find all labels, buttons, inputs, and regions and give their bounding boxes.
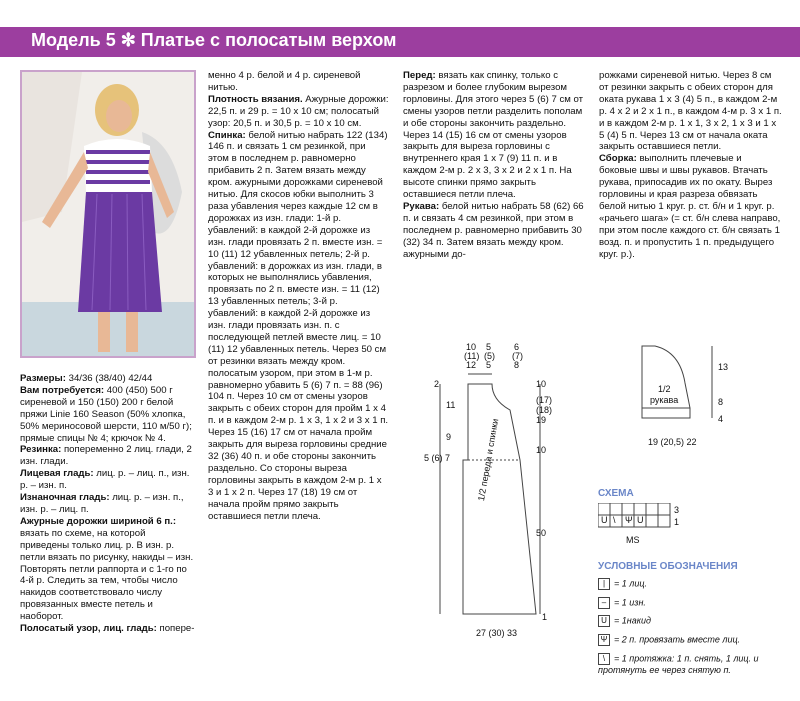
width-6: 6 — [514, 342, 520, 352]
width-5: 5 — [486, 342, 492, 352]
schema-title: СХЕМА — [598, 488, 634, 499]
body-pattern-diagram — [420, 340, 570, 640]
lace-text: вязать по схеме, на которой приведены только лиц. р. В изн. р. петли вязать по рисунку, накиды – изн. Повторять петли раппорта и с 1-го по 4-й р. Следить за тем, чтобы число накидов соответствовало числу провязанных вместе петель и наоборот. — [20, 527, 194, 623]
column-4 — [599, 70, 782, 261]
width-5c: 5 — [486, 360, 492, 370]
sleeve-right-8: 8 — [718, 397, 724, 407]
schema-cell-4: U — [637, 515, 644, 525]
width-7: (7) — [512, 351, 523, 361]
width-10: 10 — [466, 342, 477, 352]
left-11: 11 — [446, 400, 456, 410]
sizes-text: 34/36 (38/40) 42/44 — [65, 373, 153, 384]
legend-item-k2tog: Ψ = 2 п. провязать вместе лиц. — [598, 634, 740, 646]
schema-row-3: 3 — [674, 505, 680, 515]
column-1 — [20, 373, 196, 635]
skp-symbol-icon: \ — [598, 653, 610, 665]
right-50: 50 — [536, 528, 547, 538]
left-2: 2 — [434, 379, 440, 389]
reverse-text: лиц. р. – изн. п., изн. р. – лиц. п. — [20, 492, 184, 515]
right-19: 19 — [536, 415, 547, 425]
legend-item-purl: – = 1 изн. — [598, 597, 646, 609]
right-18: (18) — [536, 405, 553, 415]
width-12: 12 — [466, 360, 477, 370]
gauge-label: Плотность вязания. — [208, 93, 303, 105]
materials-label: Вам потребуется: — [20, 384, 105, 396]
sleeve-label-1: 1/2 — [658, 384, 671, 394]
body-piece-label: 1/2 переда и спинки — [476, 417, 501, 502]
stripe-cont-text: менно 4 р. белой и 4 р. сиреневой нитью. — [208, 70, 361, 93]
yarn-over-symbol-icon: U — [598, 615, 610, 627]
reverse-label: Изнаночная гладь: — [20, 492, 110, 504]
right-10b: 10 — [536, 445, 547, 455]
back-label: Спинка: — [208, 129, 246, 141]
knit-symbol-icon: | — [598, 578, 610, 590]
stripe-label: Полосатый узор, лиц. гладь: — [20, 623, 157, 635]
left-9: 9 — [446, 432, 452, 442]
sleeve-label: Рукава: — [403, 200, 440, 212]
back-text: белой нитью набрать 122 (134) 146 п. и связать 1 см резинкой, при этом в последнем р. равномерно прибавить 2 п. Затем вязать между кром. ажурными дорожками сиреневой нитью. Для скосов юбки выполнить 3 раза убавления через каждые 12 см в дорожках из изн. глади: 1-й р. убавлений: в каждой 2-й дорожке из изн. глади провязать 2 п. вместе изн. = 10 (11) 12 убавленных петель; 2-й р. убавлений: в дорожках из изн. глади, в которых не выполнялись убавления, провязать по 2 п. вместе изн. = 11 (12) 13 убавленных петель; 3-й р. убавлений: в каждой 2-й дорожке из изн. глади провязать изн. п. с последующей петлей вместе лиц. = 10 (11) 12 убавленных петель. Через 50 см от резинки вязать между кром. полосатым узором, при этом в 1-м р. равномерно убавить 5 (6) 7 п. = 88 (96) 104 п. Через 10 см от смены узоров закрыть с обеих сторон для пройм 1 х 4 п. и в каждом 2-м р. 1 х 3, 1 х 2 и 3 х 1 п. Через 15 (16) 17 см от начала пройм закрыть для выреза горловины средние 32 (36) 40 п. и обе стороны закончить раздельно. Со стороны выреза горловины закрыть в каждом 2-м р. 1 х 3 и 1 х 2 п. Через 17 (18) 19 см от начала пройм прямо закрыть оставшиеся петли плеча. — [208, 129, 389, 522]
schema-row-1: 1 — [674, 517, 680, 527]
page-title: Модель 5 ✻ Платье с полосатым верхом — [31, 30, 397, 50]
front-label: Перед: — [403, 70, 436, 81]
legend-item-yarn-over: U = 1накид — [598, 615, 651, 627]
rib-label: Резинка: — [20, 444, 62, 456]
column-3 — [403, 70, 584, 261]
schema-cell-2: \ — [613, 515, 616, 525]
sleeve-cont-text: рожками сиреневой нитью. Через 8 см от резинки закрыть с обеих сторон для оката рукава 1 х 3 (4) 5 п., в каждом 2-м р. 4 х 2 и 2 х 1 п., в каждом 4-м р. 3 х 1 п. и в каждом 2-м р. 1 х 1, 3 х 2, 1 х 3 и 1 х 5 (4) 5 п. Через 13 см от начала оката закрыть оставшиеся петли. — [599, 70, 782, 153]
gauge-text: Ажурные дорожки: 22,5 п. и 29 р. = 10 х 10 см; полосатый узор: 20,5 п. и 30,5 р. = 10 х 10 см. — [208, 93, 389, 129]
sizes-label: Размеры: — [20, 373, 66, 384]
legend-title: УСЛОВНЫЕ ОБОЗНАЧЕНИЯ — [598, 561, 738, 572]
right-17: (17) — [536, 395, 553, 405]
schema-cell-3: Ψ — [625, 515, 633, 525]
dress-illustration — [22, 72, 194, 356]
legend-item-knit: | = 1 лиц. — [598, 578, 647, 590]
sleeve-bottom-width: 19 (20,5) 22 — [648, 437, 697, 447]
legend-item-skp: \ = 1 протяжка: 1 п. снять, 1 лиц. и протянуть ее через снятую п. — [598, 653, 759, 675]
right-10: 10 — [536, 379, 547, 389]
width-8: 8 — [514, 360, 520, 370]
sleeve-right-13: 13 — [718, 362, 729, 372]
model-photo — [20, 70, 196, 358]
purl-symbol-icon: – — [598, 597, 610, 609]
title-banner — [0, 27, 800, 57]
assembly-label: Сборка: — [599, 153, 637, 165]
k2tog-symbol-icon: Ψ — [598, 634, 610, 646]
left-5-6-7: 5 (6) 7 — [424, 453, 451, 463]
sleeve-text: белой нитью набрать 58 (62) 66 п. и связать 4 см резинкой, при этом в последнем р. равномерно прибавить 30 (32) 34 п. Затем вязать между кром. ажурными до- — [403, 200, 584, 260]
width-11: (11) — [464, 351, 480, 361]
rib-text: попеременно 2 лиц. глади, 2 изн. глади. — [20, 444, 192, 468]
bottom-width: 27 (30) 33 — [476, 628, 518, 638]
sleeve-pattern-diagram — [630, 338, 740, 438]
width-5b: (5) — [484, 351, 495, 361]
schema-cell-1: U — [601, 515, 608, 525]
materials-text: 400 (450) 500 г сиреневой и 150 (150) 200 г белой пряжи Linie 160 Season (50% хлопка, 50% мериносовой шерсти, 110 м/50 г); прямые спицы № 4; крючок № 4. — [20, 384, 192, 444]
schema-ms: MS — [626, 535, 640, 545]
front-text: вязать как спинку, только с разрезом и более глубоким вырезом горловины. Для этого через 5 (6) 7 см от смены узоров петли разделить пополам и обе стороны закончить раздельно. Через 14 (15) 16 см от смены узоров закрыть для выреза горловины с внутреннего края 1 х 7 (9) 11 п. и в каждом 2-м р. 2 х 3, 3 х 2 и 2 х 1 п. На высоте спинки прямо закрыть оставшиеся петли плеча. — [403, 70, 584, 201]
right-1: 1 — [542, 612, 548, 622]
lace-label: Ажурные дорожки шириной 6 п.: — [20, 515, 177, 527]
column-2 — [208, 70, 389, 522]
stockinette-label: Лицевая гладь: — [20, 468, 94, 480]
stockinette-text: лиц. р. – лиц. п., изн. р. – изн. п. — [20, 468, 190, 492]
stripe-text: попере- — [156, 623, 195, 635]
sleeve-label-2: рукава — [650, 395, 679, 405]
assembly-text: выполнить плечевые и боковые швы и швы рукавов. Втачать рукава, припосадив их по окату. Вырез горловины и края разреза обвязать белой нитью 1 круг. р. ст. б/н и 1 круг. р. «рачьего шага» (= ст. б/н слева направо, при этом после каждого ст. б/н связать 1 возд. п. и пропустить 1 п. предыдущего круг. р.). — [599, 153, 781, 260]
sleeve-right-4: 4 — [718, 414, 724, 424]
